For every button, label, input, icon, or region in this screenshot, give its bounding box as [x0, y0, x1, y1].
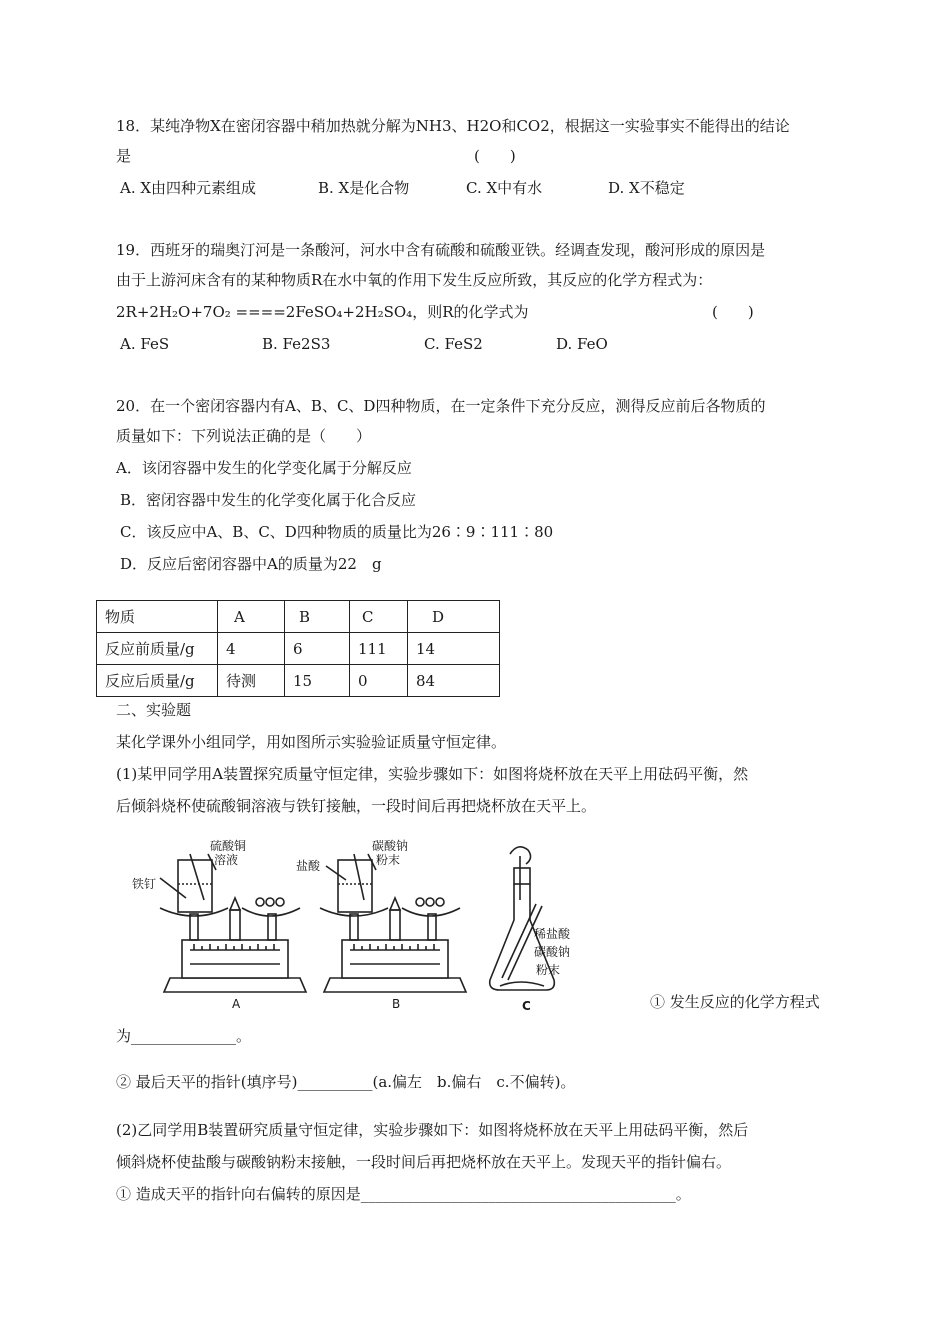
fig-caption-b: B — [392, 997, 401, 1011]
table-cell: 14 — [408, 633, 500, 665]
q19-option-a: A. FeS — [120, 335, 170, 353]
table-cell: 反应前质量/g — [97, 633, 218, 665]
fig-b-label-1: 碳酸钠 — [372, 839, 409, 853]
q1-1-text: ① 发生反应的化学方程式 — [650, 993, 820, 1011]
q19-line1: 19．西班牙的瑞奥汀河是一条酸河，河水中含有硫酸和硫酸亚铁。经调查发现，酸河形成的原因是 — [116, 241, 766, 259]
fig-c-label-1: 稀盐酸 — [534, 927, 571, 941]
q19-option-c: C. FeS2 — [424, 335, 483, 353]
q20-line2: 质量如下：下列说法正确的是（ ） — [116, 427, 372, 445]
table-row — [97, 633, 500, 665]
section-intro: 某化学课外小组同学，用如图所示实验验证质量守恒定律。 — [116, 733, 507, 751]
q20-option-b: B．密闭容器中发生的化学变化属于化合反应 — [120, 491, 417, 509]
table-cell: 15 — [285, 665, 350, 697]
table-cell: 84 — [408, 665, 500, 697]
q19-paren: ( ) — [712, 303, 754, 321]
q18-line2: 是 — [116, 147, 132, 165]
q20-option-c: C．该反应中A、B、C、D四种物质的质量比为26∶9∶111∶80 — [120, 523, 554, 541]
fig-b-label-2: 粉末 — [376, 853, 401, 867]
table-header-cell: C — [350, 601, 408, 633]
q18-option-d: D. X不稳定 — [608, 179, 685, 197]
q18-line1: 18．某纯净物X在密闭容器中稍加热就分解为NH3、H2O和CO2，根据这一实验事实不能得出的结论 — [116, 117, 790, 135]
part1-line2: 后倾斜烧杯使硫酸铜溶液与铁钉接触，一段时间后再把烧杯放在天平上。 — [116, 797, 597, 815]
table-header-cell: D — [408, 601, 500, 633]
q18-paren: ( ) — [474, 147, 516, 165]
fig-a-label-3: 铁钉 — [132, 877, 157, 891]
table-header-cell: A — [218, 601, 285, 633]
q19-line2: 由于上游河床含有的某种物质R在水中氧的作用下发生反应所致，其反应的化学方程式为： — [116, 271, 713, 289]
part2-line1: (2)乙同学用B装置研究质量守恒定律，实验步骤如下：如图将烧杯放在天平上用砝码平衡，然后 — [116, 1121, 749, 1139]
q18-option-c: C. X中有水 — [466, 179, 543, 197]
fig-caption-a: A — [232, 997, 241, 1011]
balance-b — [320, 854, 466, 992]
table-cell: 0 — [350, 665, 408, 697]
mass-table — [96, 600, 500, 697]
part2-line2: 倾斜烧杯使盐酸与碳酸钠粉末接触，一段时间后再把烧杯放在天平上。发现天平的指针偏右。 — [116, 1153, 732, 1171]
table-row — [97, 665, 500, 697]
table-cell: 6 — [285, 633, 350, 665]
q20-option-d: D．反应后密闭容器中A的质量为22 g — [120, 555, 382, 573]
table-header-cell: 物质 — [97, 601, 218, 633]
q18-option-a: A. X由四种元素组成 — [120, 179, 257, 197]
table-cell: 4 — [218, 633, 285, 665]
fig-a-label-1: 硫酸铜 — [210, 839, 247, 853]
experiment-figure — [132, 839, 580, 1025]
table-cell: 111 — [350, 633, 408, 665]
balance-a — [160, 854, 306, 992]
table-cell: 待测 — [218, 665, 285, 697]
fig-c-label-2: 碳酸钠 — [534, 945, 571, 959]
q19-option-d: D. FeO — [556, 335, 608, 353]
q1-2-text: ② 最后天平的指针(填序号)__________(a.偏左 b.偏右 c.不偏转)。 — [116, 1073, 576, 1091]
fig-a-label-2: 溶液 — [214, 853, 239, 867]
fig-c-label-3: 粉末 — [536, 963, 561, 977]
part1-line1: (1)某甲同学用A装置探究质量守恒定律，实验步骤如下：如图将烧杯放在天平上用砝码平衡，然 — [116, 765, 749, 783]
q1-1-blank: 为______________。 — [116, 1027, 252, 1045]
table-header-cell: B — [285, 601, 350, 633]
q2-1-text: ① 造成天平的指针向右偏转的原因是__________________________________________。 — [116, 1185, 691, 1203]
q19-line3: 2R+2H₂O+7O₂ ====2FeSO₄+2H₂SO₄，则R的化学式为 — [116, 303, 529, 321]
table-header-row — [97, 601, 500, 633]
section-title: 二、实验题 — [116, 701, 192, 719]
q20-option-a: A．该闭容器中发生的化学变化属于分解反应 — [116, 459, 412, 477]
q19-option-b: B. Fe2S3 — [262, 335, 331, 353]
table-cell: 反应后质量/g — [97, 665, 218, 697]
fig-b-label-3: 盐酸 — [296, 859, 321, 873]
q18-option-b: B. X是化合物 — [318, 179, 410, 197]
fig-caption-c: C — [522, 999, 531, 1013]
q20-line1: 20．在一个密闭容器内有A、B、C、D四种物质，在一定条件下充分反应，测得反应前后各物质的 — [116, 397, 766, 415]
